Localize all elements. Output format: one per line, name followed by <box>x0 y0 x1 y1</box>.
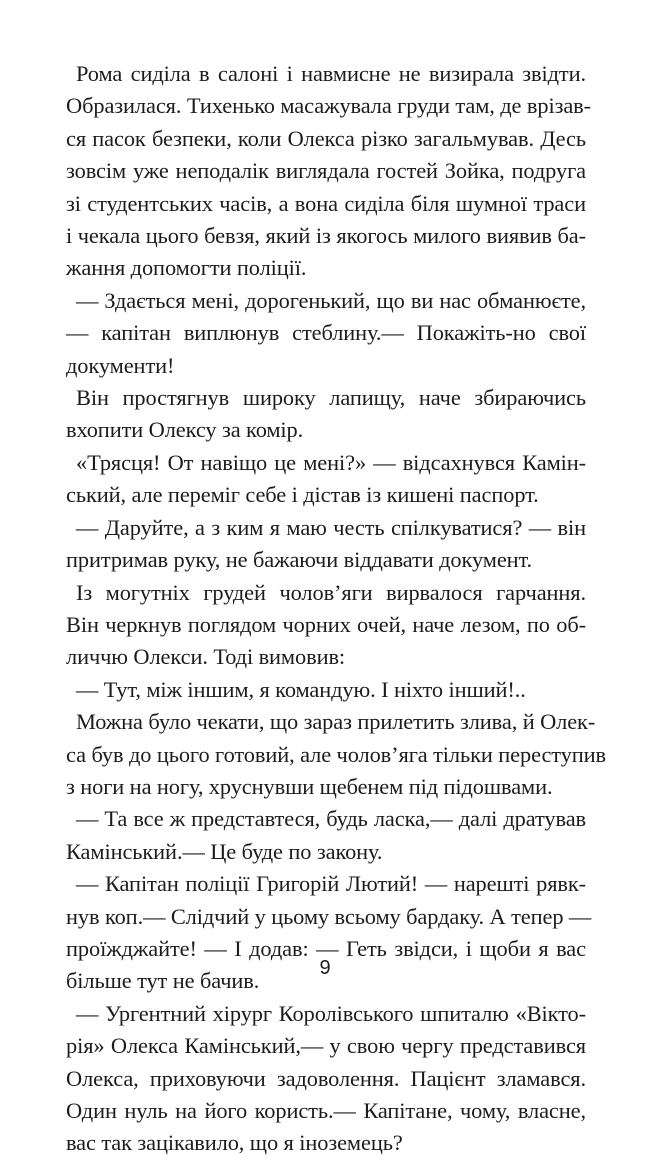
paragraph <box>66 577 586 674</box>
text-line: ся пасок безпеки, коли Олекса різко загальмував. Десь <box>66 125 586 151</box>
text-line: більше тут не бачив. <box>66 968 260 994</box>
text-line: ський, але переміг себе і дістав із кишені паспорт. <box>66 482 539 508</box>
paragraph <box>66 58 591 285</box>
page-number: 9 <box>319 957 331 979</box>
text-line: з ноги на ногу, хруснувши щебенем під підошвами. <box>66 773 553 799</box>
paragraph <box>66 706 607 803</box>
paragraph <box>66 512 586 577</box>
text-line: — Даруйте, а з ким я маю честь спілкуватися? — він <box>76 514 586 540</box>
text-line: Камінський.— Це буде по закону. <box>66 838 383 864</box>
text-line: зі студентських часів, а вона сиділа біля шумної траси <box>66 190 586 216</box>
text-line: Рома сиділа в салоні і навмисне не визирала звідти. <box>76 61 586 86</box>
body-text <box>66 58 607 1160</box>
paragraph <box>66 998 586 1160</box>
text-line: документи! <box>66 352 175 378</box>
paragraph <box>66 382 586 447</box>
text-line: Із могутніх грудей чолов’яги вирвалося гарчання. <box>76 579 586 605</box>
text-line: — Ургентний хірург Королівського шпиталю «Вікто- <box>76 1000 586 1026</box>
text-line: Він черкнув поглядом чорних очей, наче лезом, по об- <box>66 611 586 637</box>
text-line: нув коп.— Слідчий у цьому всьому бардаку. А тепер — <box>66 903 592 929</box>
text-line: рія» Олекса Камінський,— у свою чергу представився <box>66 1033 586 1059</box>
text-line: — Здається мені, дорогенький, що ви нас обманюєте, <box>76 287 586 313</box>
text-line: — капітан виплюнув стеблину.— Покажіть-но свої <box>66 320 586 346</box>
text-line: притримав руку, не бажаючи віддавати документ. <box>66 547 533 573</box>
text-line: Він простягнув широку лапищу, наче збираючись <box>76 385 586 411</box>
paragraph <box>66 674 586 706</box>
text-line: Можна було чекати, що зараз прилетить злива, й Олек- <box>76 709 596 735</box>
paragraph <box>66 285 586 382</box>
text-line: Один нуль на його користь.— Капітане, чому, власне, <box>66 1098 586 1123</box>
paragraph <box>66 803 586 868</box>
text-line: Образилася. Тихенько масажувала груди там, де врізав- <box>66 93 591 119</box>
text-line: Олекса, приховуючи задоволення. Пацієнт зламався. <box>66 1065 586 1091</box>
text-line: жання допомогти поліції. <box>66 255 307 281</box>
text-line: личчю Олекси. Тоді вимовив: <box>66 644 346 670</box>
text-line: са був до цього готовий, але чолов’яга тільки переступив <box>66 741 607 767</box>
text-line: і чекала цього бевзя, який із якогось милого виявив ба- <box>66 223 586 249</box>
text-line: — Та все ж представтеся, будь ласка,— далі дратував <box>76 806 586 832</box>
text-line: проїжджайте! — І додав: — Геть звідси, і щоби я вас <box>66 935 586 961</box>
paragraph <box>66 447 586 512</box>
text-line: — Тут, між іншим, я командую. І ніхто інший!.. <box>76 676 526 702</box>
text-line: вхопити Олексу за комір. <box>66 417 304 443</box>
text-line: «Трясця! От навіщо це мені?» — відсахнувся Камін- <box>76 449 586 475</box>
text-line: вас так зацікавило, що я іноземець? <box>66 1130 403 1156</box>
text-line: зовсім уже неподалік виглядала гостей Зойка, подруга <box>66 158 586 184</box>
text-line: — Капітан поліції Григорій Лютий! — нарешті рявк- <box>76 871 586 897</box>
